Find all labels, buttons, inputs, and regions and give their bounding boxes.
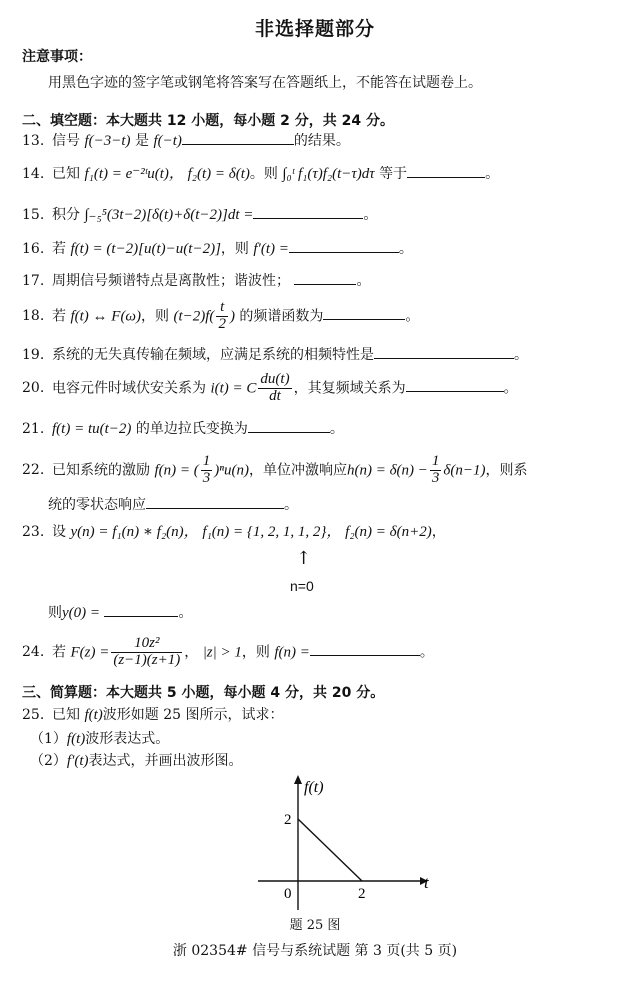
- question-number: 21.: [22, 421, 45, 437]
- math: f(t) = (t−2)[u(t)−u(t−2)]: [70, 241, 221, 257]
- question-13: 13. 信号 f(−3−t) 是 f(−t) 的结果。: [22, 133, 350, 149]
- question-23: 23. 设 y(n) = f₁(n) ∗ f₂(n)， f₁(n) = {1, 2, 1, 1, 2}， f₂(n) = δ(n+2)，: [22, 524, 446, 540]
- question-23-line-2: 则y(0) = 。: [48, 605, 193, 621]
- fraction: $\frac{t}{2}$: [218, 299, 226, 332]
- n0-label: n=0: [290, 578, 314, 594]
- question-18: 18. 若 f(t) ↔ F(ω)，则 (t−2)f( $\frac{t}{2}$ ) 的频谱函数为 。: [22, 299, 420, 332]
- question-number: 17.: [22, 273, 45, 289]
- question-16: 16. 若 f(t) = (t−2)[u(t)−u(t−2)]，则 f′(t) = 。: [22, 241, 413, 257]
- math: ∫₀ᵗ f₁(τ)f₂(t−τ)dτ: [282, 166, 375, 182]
- page-title: 非选择题部分: [254, 18, 375, 40]
- math: f(−t): [153, 133, 182, 149]
- question-number: 14.: [22, 166, 45, 182]
- question-number: 23.: [22, 524, 45, 540]
- origin-label: 0: [284, 886, 292, 902]
- math: f₁(t) = e⁻²ᵗu(t)， f₂(t) = δ(t): [84, 166, 250, 182]
- question-22: 22. 已知系统的激励 f(n) = ( $\frac{1}{3}$ )ⁿu(n)，单位冲激响应h(n) = δ(n) − $\frac{1}{3}$ δ(n−1)，则系: [22, 453, 528, 486]
- math: )ⁿu(n): [214, 462, 249, 479]
- y-tick-label: 2: [284, 812, 292, 828]
- math: f(n) =: [274, 644, 310, 661]
- page-footer: 浙 02354# 信号与系统试题 第 3 页(共 5 页): [172, 943, 458, 959]
- math: h(n) = δ(n) −: [346, 462, 428, 479]
- question-number: 22.: [22, 462, 45, 479]
- question-25-part-2: （2）f′(t)表达式，并画出波形图。: [30, 753, 243, 769]
- notice-label: 注意事项：: [22, 49, 92, 65]
- question-number: 19.: [22, 347, 45, 363]
- y-axis-arrow-icon: [294, 775, 302, 784]
- question-number: 20.: [22, 380, 45, 397]
- section-2-header: 二、填空题：本大题共 12 小题，每小题 2 分，共 24 分。: [22, 113, 394, 129]
- question-number: 18.: [22, 308, 45, 325]
- math: f(t) = tu(t−2): [52, 421, 132, 437]
- math: δ(n−1): [443, 462, 486, 479]
- question-number: 15.: [22, 207, 45, 223]
- answer-blank[interactable]: [104, 615, 178, 617]
- fraction: $\frac{du(t)}{dt}$: [260, 371, 290, 404]
- figure-25: [0, 770, 630, 930]
- answer-blank[interactable]: [310, 654, 420, 656]
- question-number: 25.: [22, 707, 45, 723]
- math: i(t) = C: [210, 380, 257, 397]
- answer-blank[interactable]: [289, 251, 399, 253]
- math: f(−3−t): [84, 133, 131, 149]
- answer-blank[interactable]: [323, 318, 405, 320]
- math: f(t): [66, 731, 86, 747]
- question-number: 24.: [22, 644, 45, 661]
- fraction: $\frac{\text{10z²}}{(z-1)(z+1)}$: [113, 635, 181, 668]
- notice-text: 用黑色字迹的签字笔或钢笔将答案写在答题纸上，不能答在试题卷上。: [48, 75, 482, 91]
- answer-blank[interactable]: [406, 390, 504, 392]
- question-25: 25. 已知 f(t)波形如题 25 图所示，试求：: [22, 707, 284, 723]
- question-24: 24. 若 F(z) = $\frac{\text{10z²}}{(z-1)(z+1)}$ ， |z| > 1，则 f(n) = 。: [22, 635, 434, 668]
- question-20: 20. 电容元件时域伏安关系为 i(t) = C $\frac{du(t)}{dt}$ ，其复频域关系为 。: [22, 371, 518, 404]
- answer-blank[interactable]: [182, 143, 294, 145]
- question-14: 14. 已知 f₁(t) = e⁻²ᵗu(t)， f₂(t) = δ(t)。则 ∫₀ᵗ f₁(τ)f₂(t−τ)dτ 等于 。: [22, 166, 500, 182]
- x-tick-label: 2: [358, 886, 366, 902]
- math: (t−2)f(: [173, 308, 215, 325]
- answer-blank[interactable]: [374, 357, 514, 359]
- math: f(t) ↔ F(ω): [70, 308, 142, 325]
- math: |z| > 1: [202, 644, 242, 661]
- question-17: 17. 周期信号频谱特点是离散性；谐波性； 。: [22, 273, 371, 289]
- x-axis-label: t: [424, 873, 429, 892]
- waveform-segment: [298, 819, 362, 881]
- figure-caption: 题 25 图: [289, 918, 341, 933]
- math: y(n) = f₁(n) ∗ f₂(n)， f₁(n) = {1, 2, 1, 1, 2}， f₂(n) = δ(n+2): [70, 524, 432, 540]
- math: f′(t) =: [253, 241, 289, 257]
- answer-blank[interactable]: [248, 431, 330, 433]
- answer-blank[interactable]: [253, 217, 363, 219]
- fraction: $\frac{1}{3}$: [431, 453, 440, 486]
- math: f′(t): [66, 753, 89, 769]
- answer-blank[interactable]: [294, 283, 356, 285]
- math: f(t): [84, 707, 103, 723]
- arrow-up-icon: ↑: [296, 548, 312, 569]
- question-21: 21. f(t) = tu(t−2) 的单边拉氏变换为 。: [22, 421, 344, 437]
- answer-blank[interactable]: [407, 176, 485, 178]
- question-number: 16.: [22, 241, 45, 257]
- question-25-part-1: （1）f(t)波形表达式。: [30, 731, 170, 747]
- math: ∫₋₅⁵(3t−2)[δ(t)+δ(t−2)]dt =: [84, 207, 254, 223]
- answer-blank[interactable]: [146, 507, 284, 509]
- y-axis-label: f(t): [304, 779, 324, 796]
- question-number: 13.: [22, 133, 45, 149]
- question-15: 15. 积分 ∫₋₅⁵(3t−2)[δ(t)+δ(t−2)]dt = 。: [22, 207, 378, 223]
- section-3-header: 三、简算题：本大题共 5 小题，每小题 4 分，共 20 分。: [22, 685, 385, 701]
- math: y(0) =: [62, 605, 101, 621]
- question-22-line-2: 统的零状态响应 。: [48, 497, 298, 513]
- math: F(z) =: [70, 644, 110, 661]
- question-19: 19. 系统的无失真传输在频域，应满足系统的相频特性是 。: [22, 347, 528, 363]
- fraction: $\frac{1}{3}$: [202, 453, 211, 486]
- math: f(n) = (: [154, 462, 199, 479]
